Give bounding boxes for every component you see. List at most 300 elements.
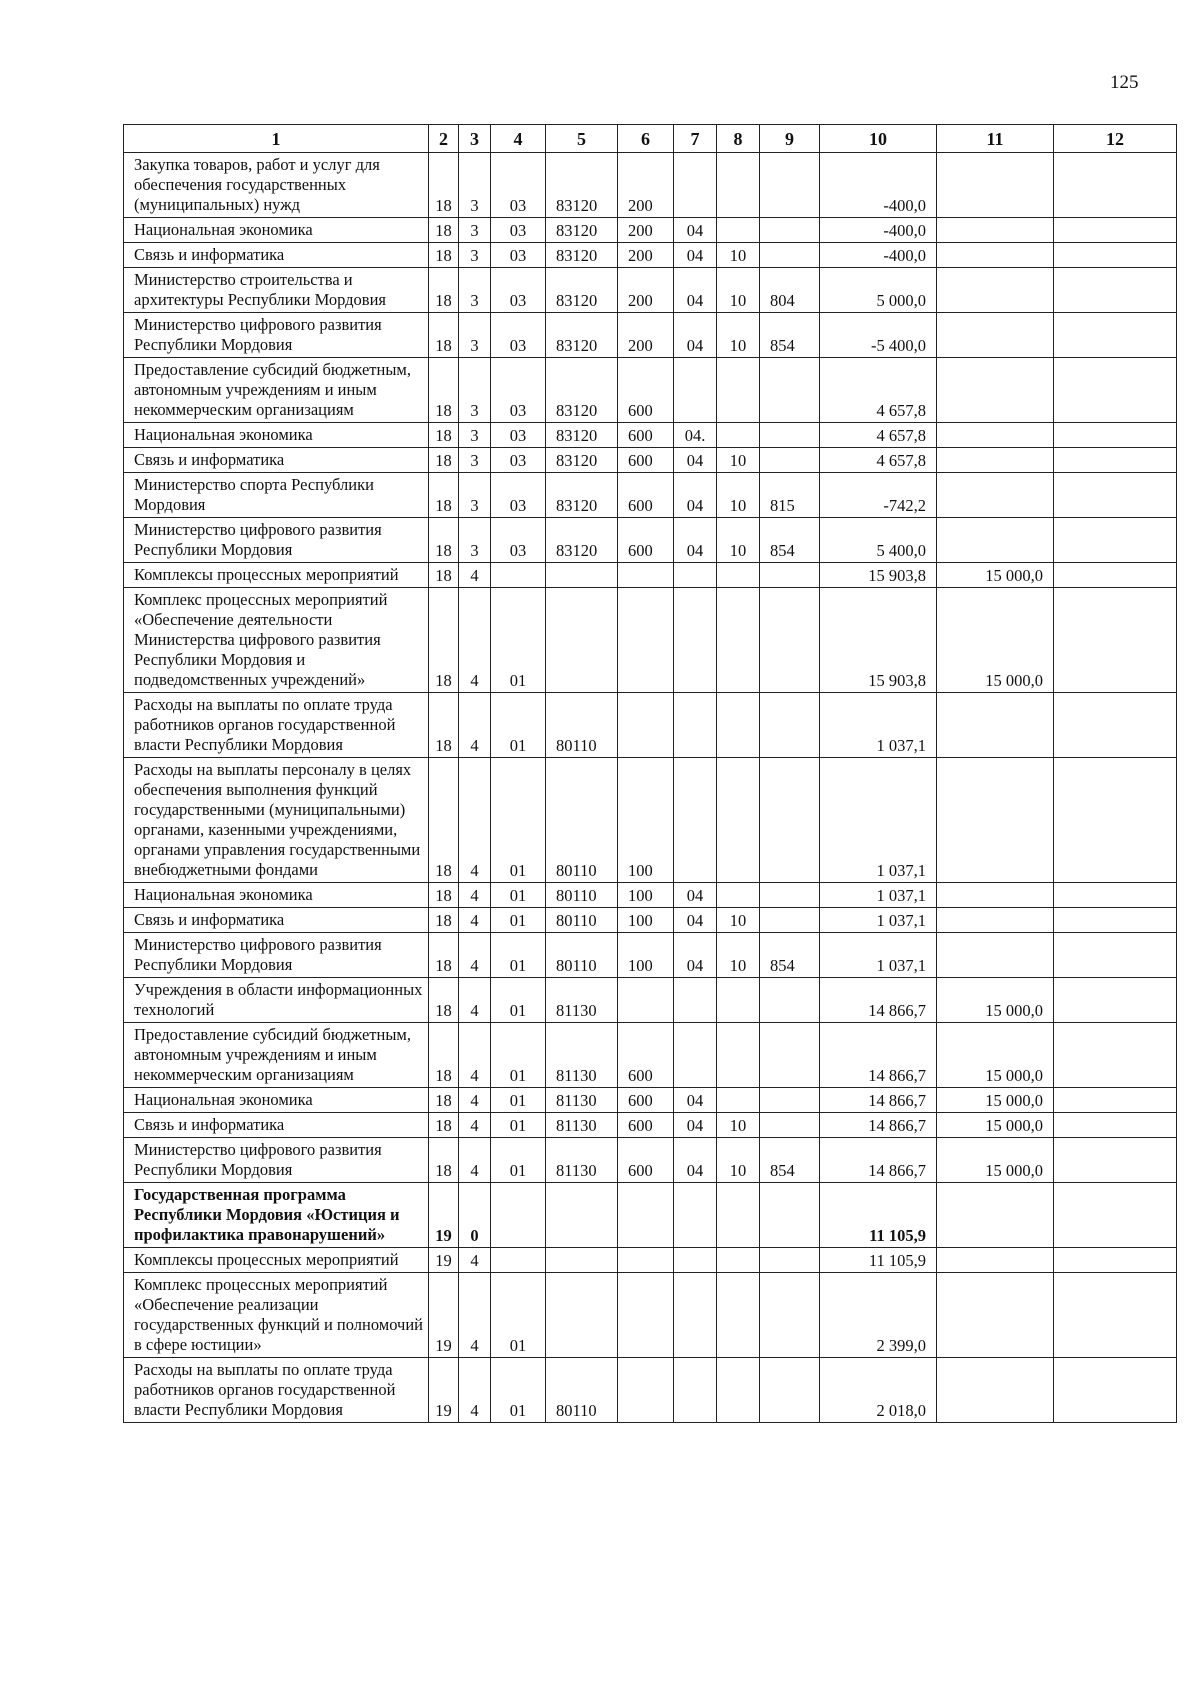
cell-col4: 01 xyxy=(491,883,546,908)
cell-col5: 83120 xyxy=(546,358,618,423)
column-header: 4 xyxy=(491,125,546,153)
cell-col8 xyxy=(717,978,760,1023)
cell-col5: 81130 xyxy=(546,1138,618,1183)
cell-col10: 2 399,0 xyxy=(820,1273,937,1358)
cell-col8 xyxy=(717,153,760,218)
cell-col3: 3 xyxy=(459,473,491,518)
cell-col7: 04 xyxy=(674,1138,717,1183)
cell-col7: 04 xyxy=(674,908,717,933)
table-row xyxy=(124,933,1177,978)
cell-col9 xyxy=(760,358,820,423)
cell-col7 xyxy=(674,1358,717,1423)
cell-col3: 4 xyxy=(459,1088,491,1113)
cell-col9 xyxy=(760,1273,820,1358)
cell-col5: 83120 xyxy=(546,448,618,473)
table-row xyxy=(124,518,1177,563)
table-row xyxy=(124,1358,1177,1423)
cell-col3: 4 xyxy=(459,588,491,693)
column-header: 3 xyxy=(459,125,491,153)
cell-col6: 600 xyxy=(618,1023,674,1088)
cell-col6 xyxy=(618,563,674,588)
cell-col7 xyxy=(674,978,717,1023)
cell-col2: 18 xyxy=(429,518,459,563)
cell-name: Министерство цифрового развития Республики Мордовия xyxy=(124,518,429,563)
cell-col11 xyxy=(937,1248,1054,1273)
table-row xyxy=(124,313,1177,358)
cell-col2: 18 xyxy=(429,1023,459,1088)
table-row xyxy=(124,758,1177,883)
cell-col9 xyxy=(760,218,820,243)
cell-col6: 100 xyxy=(618,758,674,883)
table-row xyxy=(124,883,1177,908)
cell-col11 xyxy=(937,153,1054,218)
cell-col4 xyxy=(491,563,546,588)
cell-col7 xyxy=(674,1273,717,1358)
cell-col5: 80110 xyxy=(546,693,618,758)
cell-col3: 4 xyxy=(459,1248,491,1273)
cell-name: Предоставление субсидий бюджетным, автономным учреждениям и иным некоммерческим организациям xyxy=(124,358,429,423)
cell-col2: 18 xyxy=(429,358,459,423)
table-row xyxy=(124,1138,1177,1183)
cell-col10: 1 037,1 xyxy=(820,883,937,908)
cell-col10: 1 037,1 xyxy=(820,758,937,883)
cell-col8 xyxy=(717,1248,760,1273)
cell-col7 xyxy=(674,153,717,218)
cell-col11: 15 000,0 xyxy=(937,1113,1054,1138)
cell-col5: 83120 xyxy=(546,153,618,218)
column-header: 8 xyxy=(717,125,760,153)
cell-col12 xyxy=(1054,1183,1177,1248)
cell-col12 xyxy=(1054,908,1177,933)
cell-col4: 03 xyxy=(491,518,546,563)
cell-col7: 04 xyxy=(674,268,717,313)
cell-col6: 200 xyxy=(618,218,674,243)
cell-col3: 4 xyxy=(459,758,491,883)
header-row xyxy=(124,125,1177,153)
cell-col4: 03 xyxy=(491,448,546,473)
cell-col9: 815 xyxy=(760,473,820,518)
cell-name: Расходы на выплаты персоналу в целях обеспечения выполнения функций государственными (муниципальными) органами, казенными учреждениями, органами управления государственными внебюджетными фондами xyxy=(124,758,429,883)
table-row xyxy=(124,563,1177,588)
cell-col7: 04 xyxy=(674,218,717,243)
cell-col5: 83120 xyxy=(546,473,618,518)
cell-col12 xyxy=(1054,268,1177,313)
cell-col11 xyxy=(937,693,1054,758)
cell-col12 xyxy=(1054,358,1177,423)
cell-col3: 3 xyxy=(459,358,491,423)
cell-col9 xyxy=(760,423,820,448)
cell-col12 xyxy=(1054,1023,1177,1088)
cell-col7: 04 xyxy=(674,933,717,978)
cell-col5: 80110 xyxy=(546,908,618,933)
table-row xyxy=(124,423,1177,448)
cell-col7 xyxy=(674,1248,717,1273)
cell-col5 xyxy=(546,588,618,693)
cell-col3: 4 xyxy=(459,1358,491,1423)
cell-col2: 18 xyxy=(429,153,459,218)
cell-col11 xyxy=(937,1183,1054,1248)
table-row xyxy=(124,1088,1177,1113)
cell-col9 xyxy=(760,1358,820,1423)
cell-col11: 15 000,0 xyxy=(937,563,1054,588)
cell-col2: 19 xyxy=(429,1273,459,1358)
cell-col2: 18 xyxy=(429,978,459,1023)
cell-col7: 04 xyxy=(674,1113,717,1138)
cell-col2: 18 xyxy=(429,588,459,693)
cell-col4: 01 xyxy=(491,1273,546,1358)
cell-col6: 200 xyxy=(618,313,674,358)
cell-col5: 83120 xyxy=(546,313,618,358)
cell-col11: 15 000,0 xyxy=(937,1023,1054,1088)
cell-col2: 18 xyxy=(429,758,459,883)
cell-col5: 81130 xyxy=(546,1113,618,1138)
cell-name: Связь и информатика xyxy=(124,243,429,268)
cell-col10: -400,0 xyxy=(820,243,937,268)
cell-col11 xyxy=(937,313,1054,358)
cell-col3: 3 xyxy=(459,313,491,358)
cell-col2: 18 xyxy=(429,423,459,448)
cell-col5 xyxy=(546,1248,618,1273)
cell-col3: 0 xyxy=(459,1183,491,1248)
cell-name: Комплексы процессных мероприятий xyxy=(124,1248,429,1273)
cell-col8 xyxy=(717,358,760,423)
cell-col7 xyxy=(674,1023,717,1088)
cell-col6: 600 xyxy=(618,518,674,563)
cell-name: Расходы на выплаты по оплате труда работников органов государственной власти Республики Мордовия xyxy=(124,693,429,758)
cell-col3: 4 xyxy=(459,908,491,933)
cell-col10: 15 903,8 xyxy=(820,588,937,693)
cell-col3: 4 xyxy=(459,563,491,588)
cell-name: Национальная экономика xyxy=(124,423,429,448)
cell-col9 xyxy=(760,693,820,758)
table-row xyxy=(124,1273,1177,1358)
table-row xyxy=(124,218,1177,243)
cell-col12 xyxy=(1054,933,1177,978)
cell-col8: 10 xyxy=(717,243,760,268)
cell-col8 xyxy=(717,1358,760,1423)
cell-col3: 4 xyxy=(459,1273,491,1358)
cell-col10: -742,2 xyxy=(820,473,937,518)
cell-col6 xyxy=(618,1273,674,1358)
cell-col4: 01 xyxy=(491,1358,546,1423)
cell-name: Комплекс процессных мероприятий «Обеспечение деятельности Министерства цифрового развития Республики Мордовия и подведомственных учреждений» xyxy=(124,588,429,693)
cell-col11 xyxy=(937,1273,1054,1358)
cell-col6 xyxy=(618,693,674,758)
page-number: 125 xyxy=(1110,72,1139,93)
cell-col10: 1 037,1 xyxy=(820,933,937,978)
cell-col5: 80110 xyxy=(546,883,618,908)
cell-name: Национальная экономика xyxy=(124,883,429,908)
cell-col4: 01 xyxy=(491,908,546,933)
cell-col12 xyxy=(1054,1138,1177,1183)
cell-col9 xyxy=(760,1023,820,1088)
cell-col11: 15 000,0 xyxy=(937,1088,1054,1113)
cell-name: Предоставление субсидий бюджетным, автономным учреждениям и иным некоммерческим организациям xyxy=(124,1023,429,1088)
cell-col9 xyxy=(760,588,820,693)
cell-col3: 4 xyxy=(459,1023,491,1088)
cell-col9 xyxy=(760,1113,820,1138)
cell-col3: 4 xyxy=(459,883,491,908)
budget-table xyxy=(123,124,1177,1423)
cell-col9: 854 xyxy=(760,1138,820,1183)
cell-col4: 03 xyxy=(491,358,546,423)
cell-col4: 03 xyxy=(491,243,546,268)
cell-col2: 18 xyxy=(429,1113,459,1138)
cell-name: Министерство спорта Республики Мордовия xyxy=(124,473,429,518)
cell-col8 xyxy=(717,563,760,588)
cell-col12 xyxy=(1054,883,1177,908)
cell-col12 xyxy=(1054,218,1177,243)
cell-name: Национальная экономика xyxy=(124,218,429,243)
cell-col4: 01 xyxy=(491,1113,546,1138)
cell-col3: 4 xyxy=(459,1138,491,1183)
cell-col8: 10 xyxy=(717,1138,760,1183)
cell-col10: 15 903,8 xyxy=(820,563,937,588)
cell-col10: 4 657,8 xyxy=(820,423,937,448)
cell-col2: 18 xyxy=(429,473,459,518)
cell-col6: 600 xyxy=(618,473,674,518)
cell-col3: 3 xyxy=(459,243,491,268)
cell-col5: 81130 xyxy=(546,1088,618,1113)
cell-col11 xyxy=(937,243,1054,268)
cell-col9 xyxy=(760,563,820,588)
cell-col12 xyxy=(1054,1088,1177,1113)
cell-col11: 15 000,0 xyxy=(937,1138,1054,1183)
cell-name: Государственная программа Республики Мордовия «Юстиция и профилактика правонарушений» xyxy=(124,1183,429,1248)
cell-col9 xyxy=(760,883,820,908)
table-row xyxy=(124,908,1177,933)
cell-col10: 14 866,7 xyxy=(820,1023,937,1088)
cell-col12 xyxy=(1054,563,1177,588)
cell-col8: 10 xyxy=(717,313,760,358)
cell-col7: 04 xyxy=(674,448,717,473)
column-header: 10 xyxy=(820,125,937,153)
cell-col4: 01 xyxy=(491,933,546,978)
cell-col11 xyxy=(937,758,1054,883)
cell-col4: 03 xyxy=(491,313,546,358)
cell-col11 xyxy=(937,218,1054,243)
cell-col6: 600 xyxy=(618,1113,674,1138)
cell-col2: 19 xyxy=(429,1358,459,1423)
cell-col12 xyxy=(1054,758,1177,883)
cell-col5: 83120 xyxy=(546,423,618,448)
cell-col6: 600 xyxy=(618,1088,674,1113)
cell-col8: 10 xyxy=(717,1113,760,1138)
column-header: 7 xyxy=(674,125,717,153)
cell-col9 xyxy=(760,243,820,268)
column-header: 11 xyxy=(937,125,1054,153)
cell-col6: 100 xyxy=(618,933,674,978)
cell-col5: 80110 xyxy=(546,1358,618,1423)
cell-col6 xyxy=(618,1358,674,1423)
cell-col10: 14 866,7 xyxy=(820,1088,937,1113)
cell-col12 xyxy=(1054,448,1177,473)
cell-col3: 3 xyxy=(459,268,491,313)
cell-col4: 03 xyxy=(491,153,546,218)
cell-col9 xyxy=(760,448,820,473)
cell-col5: 83120 xyxy=(546,243,618,268)
table-row xyxy=(124,1023,1177,1088)
column-header: 5 xyxy=(546,125,618,153)
cell-col6: 600 xyxy=(618,423,674,448)
cell-name: Расходы на выплаты по оплате труда работников органов государственной власти Республики Мордовия xyxy=(124,1358,429,1423)
cell-col2: 18 xyxy=(429,693,459,758)
cell-col10: 5 400,0 xyxy=(820,518,937,563)
cell-col2: 19 xyxy=(429,1183,459,1248)
cell-col4: 03 xyxy=(491,473,546,518)
cell-col11 xyxy=(937,358,1054,423)
cell-col2: 18 xyxy=(429,1088,459,1113)
cell-col8: 10 xyxy=(717,268,760,313)
cell-col5: 80110 xyxy=(546,933,618,978)
cell-col9 xyxy=(760,1248,820,1273)
cell-col7: 04. xyxy=(674,423,717,448)
cell-col11: 15 000,0 xyxy=(937,588,1054,693)
cell-col7 xyxy=(674,358,717,423)
cell-col4: 01 xyxy=(491,1023,546,1088)
cell-col4: 01 xyxy=(491,1088,546,1113)
cell-col12 xyxy=(1054,1248,1177,1273)
cell-col3: 3 xyxy=(459,423,491,448)
table-row xyxy=(124,358,1177,423)
column-header: 2 xyxy=(429,125,459,153)
column-header: 6 xyxy=(618,125,674,153)
cell-name: Министерство цифрового развития Республики Мордовия xyxy=(124,1138,429,1183)
cell-col3: 3 xyxy=(459,153,491,218)
column-header: 1 xyxy=(124,125,429,153)
cell-col4: 01 xyxy=(491,978,546,1023)
cell-col2: 18 xyxy=(429,933,459,978)
cell-col11 xyxy=(937,933,1054,978)
cell-col6 xyxy=(618,1248,674,1273)
cell-col10: -5 400,0 xyxy=(820,313,937,358)
cell-col5: 81130 xyxy=(546,978,618,1023)
cell-col9 xyxy=(760,908,820,933)
cell-col9: 854 xyxy=(760,313,820,358)
cell-name: Министерство цифрового развития Республики Мордовия xyxy=(124,313,429,358)
cell-col9 xyxy=(760,758,820,883)
cell-col8 xyxy=(717,883,760,908)
cell-col8 xyxy=(717,1088,760,1113)
cell-col12 xyxy=(1054,423,1177,448)
table-row xyxy=(124,1183,1177,1248)
cell-col10: 14 866,7 xyxy=(820,1138,937,1183)
cell-col12 xyxy=(1054,1358,1177,1423)
cell-col4: 03 xyxy=(491,268,546,313)
cell-col12 xyxy=(1054,978,1177,1023)
cell-col12 xyxy=(1054,153,1177,218)
cell-col4 xyxy=(491,1183,546,1248)
cell-col8 xyxy=(717,588,760,693)
cell-col2: 18 xyxy=(429,218,459,243)
table-row xyxy=(124,153,1177,218)
cell-col10: 11 105,9 xyxy=(820,1248,937,1273)
cell-col7: 04 xyxy=(674,243,717,268)
cell-col10: 5 000,0 xyxy=(820,268,937,313)
cell-col4 xyxy=(491,1248,546,1273)
cell-col7: 04 xyxy=(674,883,717,908)
cell-name: Министерство строительства и архитектуры Республики Мордовия xyxy=(124,268,429,313)
cell-col3: 3 xyxy=(459,218,491,243)
cell-col3: 3 xyxy=(459,448,491,473)
cell-col5 xyxy=(546,1273,618,1358)
cell-col10: 14 866,7 xyxy=(820,1113,937,1138)
cell-name: Национальная экономика xyxy=(124,1088,429,1113)
table-row xyxy=(124,1248,1177,1273)
cell-col11 xyxy=(937,448,1054,473)
cell-col7 xyxy=(674,563,717,588)
table-row xyxy=(124,243,1177,268)
column-header: 9 xyxy=(760,125,820,153)
cell-name: Связь и информатика xyxy=(124,1113,429,1138)
cell-col9 xyxy=(760,153,820,218)
cell-col6 xyxy=(618,588,674,693)
cell-col11 xyxy=(937,1358,1054,1423)
cell-col10: 14 866,7 xyxy=(820,978,937,1023)
cell-name: Учреждения в области информационных технологий xyxy=(124,978,429,1023)
cell-col2: 18 xyxy=(429,1138,459,1183)
table-row xyxy=(124,978,1177,1023)
cell-col11 xyxy=(937,518,1054,563)
cell-col8 xyxy=(717,758,760,883)
cell-col7: 04 xyxy=(674,518,717,563)
cell-col7 xyxy=(674,693,717,758)
cell-col11 xyxy=(937,883,1054,908)
cell-col12 xyxy=(1054,588,1177,693)
cell-col8: 10 xyxy=(717,518,760,563)
cell-col9: 854 xyxy=(760,933,820,978)
cell-col7 xyxy=(674,588,717,693)
table-row xyxy=(124,693,1177,758)
cell-col8 xyxy=(717,423,760,448)
cell-col6: 600 xyxy=(618,448,674,473)
cell-col8: 10 xyxy=(717,448,760,473)
cell-col12 xyxy=(1054,1273,1177,1358)
cell-col7: 04 xyxy=(674,473,717,518)
cell-col4: 01 xyxy=(491,588,546,693)
cell-col4: 03 xyxy=(491,218,546,243)
cell-col3: 4 xyxy=(459,933,491,978)
cell-col2: 18 xyxy=(429,563,459,588)
cell-col10: 1 037,1 xyxy=(820,908,937,933)
cell-col8 xyxy=(717,218,760,243)
cell-col8 xyxy=(717,693,760,758)
cell-col3: 4 xyxy=(459,978,491,1023)
cell-col2: 19 xyxy=(429,1248,459,1273)
cell-col12 xyxy=(1054,1113,1177,1138)
cell-col7: 04 xyxy=(674,1088,717,1113)
cell-col5 xyxy=(546,1183,618,1248)
cell-col2: 18 xyxy=(429,243,459,268)
cell-col12 xyxy=(1054,518,1177,563)
cell-col4: 01 xyxy=(491,758,546,883)
cell-col2: 18 xyxy=(429,908,459,933)
cell-col7 xyxy=(674,758,717,883)
cell-col6 xyxy=(618,1183,674,1248)
cell-col8: 10 xyxy=(717,933,760,978)
cell-col11 xyxy=(937,268,1054,313)
cell-col12 xyxy=(1054,693,1177,758)
cell-col10: 11 105,9 xyxy=(820,1183,937,1248)
cell-col9: 804 xyxy=(760,268,820,313)
cell-col11 xyxy=(937,908,1054,933)
cell-col9 xyxy=(760,1088,820,1113)
cell-col6: 100 xyxy=(618,908,674,933)
cell-name: Министерство цифрового развития Республики Мордовия xyxy=(124,933,429,978)
cell-col9: 854 xyxy=(760,518,820,563)
cell-col6 xyxy=(618,978,674,1023)
cell-col10: -400,0 xyxy=(820,218,937,243)
